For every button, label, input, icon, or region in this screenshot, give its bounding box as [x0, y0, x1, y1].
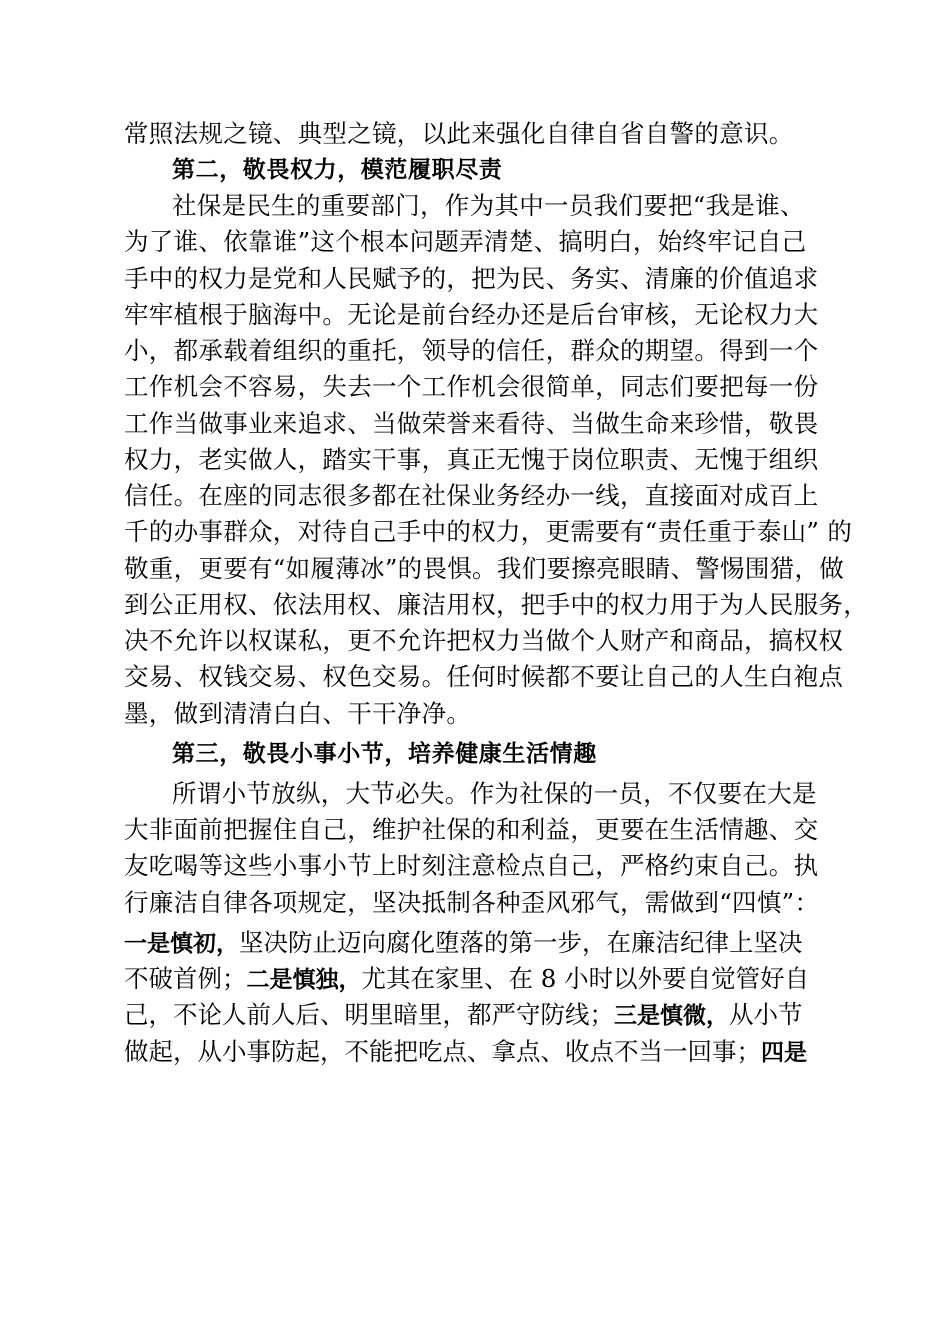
- section-2-line: 社保是民生的重要部门，作为其中一员我们要把“我是谁、: [172, 191, 805, 220]
- section-3-heading: 第三，敬畏小事小节，培养健康生活情趣: [172, 741, 597, 767]
- section-2-line: 交易、权钱交易、权色交易。任何时候都不要让自己的人生白袍点: [124, 662, 844, 691]
- section-2-line: 工作机会不容易，失去一个工作机会很简单，同志们要把每一份: [124, 372, 819, 401]
- caution-4-label: 四是: [761, 1040, 807, 1066]
- caution-2-label: 二是慎独，: [246, 967, 362, 993]
- section-3-line: 行廉洁自律各项规定，坚决抵制各种歪风邪气，需做到“四慎”：: [124, 888, 820, 917]
- section-2-line: 为了谁、依靠谁”这个根本问题弄清楚、搞明白，始终牢记自己: [124, 227, 807, 256]
- caution-3-text: 从小节: [729, 1000, 803, 1029]
- section-3-line: 大非面前把握住自己，维护社保的和利益，更要在生活情趣、交: [124, 815, 819, 844]
- section-3-line: 所谓小节放纵，大节必失。作为社保的一员，不仅要在大是: [172, 779, 817, 808]
- section-3-line: 友吃喝等这些小事小节上时刻注意检点自己，严格约束自己。执: [124, 851, 819, 880]
- section-2-line: 墨，做到清清白白、干干净净。: [124, 699, 472, 728]
- caution-1-text: 坚决防止迈向腐化堕落的第一步，在廉洁纪律上坚决: [239, 928, 803, 957]
- section-2-heading: 第二，敬畏权力，模范履职尽责: [172, 157, 503, 183]
- section-2-line: 牢牢植根于脑海中。无论是前台经办还是后台审核，无论权力大: [124, 300, 819, 329]
- four-cautions-line: [124, 997, 803, 1033]
- four-cautions-line: [124, 961, 809, 997]
- section-2-line: 到公正用权、依法用权、廉洁用权，把手中的权力用于为人民服务，: [124, 590, 868, 619]
- four-cautions-line: [124, 925, 803, 961]
- section-2-line: 千的办事群众，对待自己手中的权力，更需要有“责任重于泰山” 的: [124, 517, 853, 546]
- caution-3-text-end: 做起，从小事防起，不能把吃点、拿点、收点不当一回事；: [124, 1037, 761, 1066]
- section-2-line: 权力，老实做人，踏实干事，真正无愧于岗位职责、无愧于组织: [124, 445, 819, 474]
- section-2-line: 决不允许以权谋私，更不允许把权力当做个人财产和商品，搞权权: [124, 626, 844, 655]
- section-2-line: 手中的权力是党和人民赋予的，把为民、务实、清廉的价值追求: [124, 264, 819, 293]
- caution-3-label: 三是慎微，: [614, 1003, 729, 1029]
- intro-tail-line: 常照法规之镜、典型之镜，以此来强化自律自省自警的意识。: [124, 119, 794, 148]
- caution-2-text-end: 己，不论人前人后、明里暗里，都严守防线；: [124, 1000, 614, 1029]
- caution-1-text-end: 不破首例；: [124, 964, 247, 993]
- section-2-line: 小，都承载着组织的重托，领导的信任，群众的期望。得到一个: [124, 336, 819, 365]
- caution-1-label: 一是慎初，: [124, 931, 239, 957]
- section-2-line: 信任。在座的同志很多都在社保业务经办一线，直接面对成百上: [124, 481, 819, 510]
- section-2-line: 工作当做事业来追求、当做荣誉来看待、当做生命来珍惜，敬畏: [124, 409, 819, 438]
- caution-2-text: 尤其在家里、在 8 小时以外要自觉管好自: [361, 964, 810, 993]
- section-2-line: 敬重，更要有“如履薄冰”的畏惧。我们要擦亮眼睛、警惕围猎，做: [124, 554, 845, 583]
- four-cautions-line: [124, 1034, 807, 1070]
